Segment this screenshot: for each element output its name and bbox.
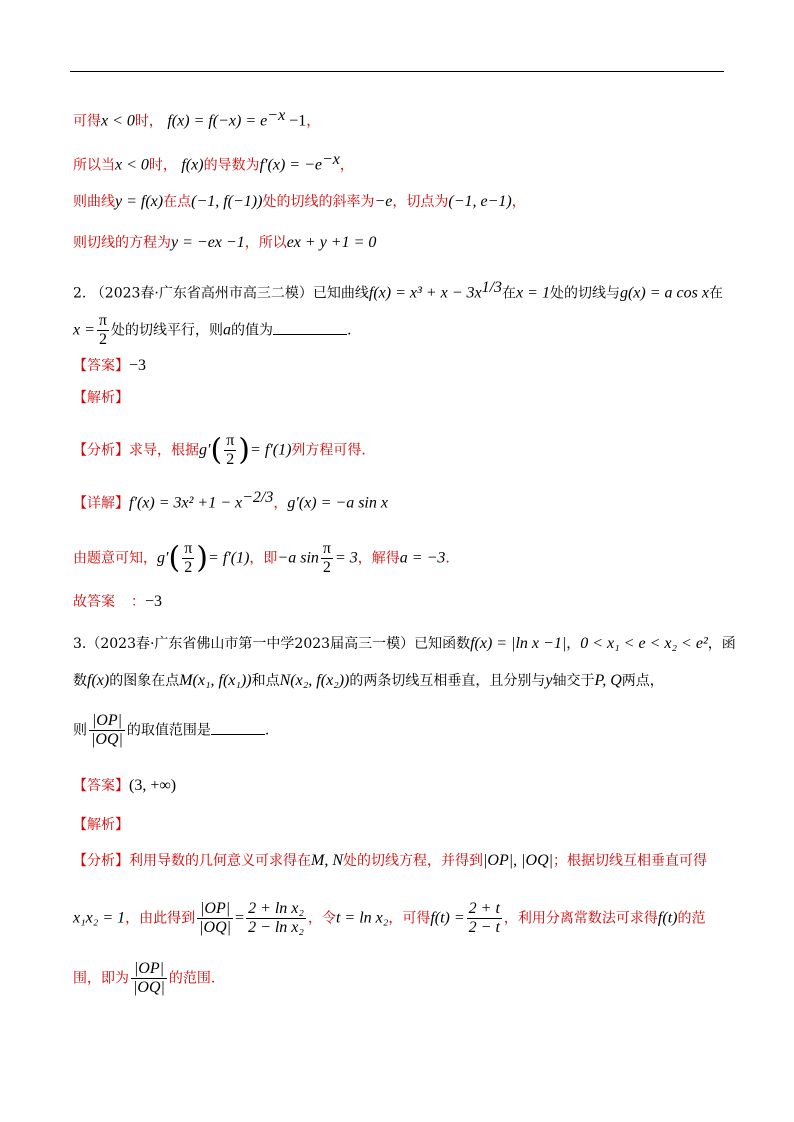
text: ，可得: [388, 910, 431, 927]
math: 0 < x₁ < e < x₂ < e²: [580, 635, 708, 652]
math: f(t): [657, 909, 678, 927]
text: 轴交于: [552, 673, 595, 689]
question-2-line-1: [73, 278, 723, 304]
text: ，: [511, 194, 526, 210]
math: x = 1: [516, 284, 550, 302]
question-3-line-2: [73, 671, 664, 691]
math: g(x) = a cos x: [619, 284, 709, 302]
answer-value: −3: [129, 357, 147, 374]
question-text: 3.（2023春·广东省佛山市第一中学2023届高三一模）已知函数: [73, 636, 471, 652]
solution-line-2: [73, 150, 354, 176]
text: ，解得: [357, 550, 400, 567]
text: 则曲线: [73, 194, 115, 210]
fraction-denominator: |OQ|: [91, 731, 123, 748]
text: ：: [131, 594, 145, 610]
math: M(x₁, f(x₁)): [179, 672, 252, 689]
text: 的取值范围是: [126, 722, 211, 739]
analysis-line-3b: [73, 900, 705, 937]
math: M, N: [311, 852, 343, 869]
text: ，: [566, 636, 581, 652]
text: 时，: [134, 113, 163, 130]
math: t = ln x₂: [335, 909, 389, 927]
text: ，所以: [244, 235, 287, 251]
text: ，函: [707, 636, 736, 652]
math: x < 0: [101, 112, 135, 130]
fraction-denominator: 2: [184, 559, 193, 576]
detail-line-2: [73, 488, 388, 514]
text: 列方程可得.: [291, 442, 366, 459]
text: 求导，根据: [129, 442, 199, 459]
solution-line-3: [73, 192, 526, 212]
math: ex + y +1 = 0: [286, 234, 377, 251]
solution-line-1: [73, 106, 320, 132]
section-label: 【分析】: [73, 442, 129, 459]
fraction-numerator: π: [226, 432, 235, 449]
fraction-numerator: |OP|: [89, 712, 125, 731]
math: (−1, e−1): [448, 193, 512, 210]
math: a: [222, 321, 231, 339]
solution-line-4: [73, 233, 376, 253]
text: 可得: [73, 113, 101, 130]
text: ，利用分离常数法可求得: [503, 910, 658, 927]
text: 的两条切线互相垂直，且分别与: [349, 673, 546, 689]
math: a = −3: [399, 549, 446, 567]
section-label: 【详解】: [73, 495, 129, 512]
fraction-denominator: |OQ|: [199, 919, 232, 936]
text: ，: [306, 113, 321, 130]
math: y = f(x): [115, 193, 164, 210]
analysis-line-2: 【分析】求导，根据g′( $\frac{\pi}{2}$ )= f′(1)列方程可得.: [73, 432, 366, 468]
math: |OP|, |OQ|: [483, 852, 554, 869]
text: 处的切线方程，并得到: [343, 853, 483, 869]
math: y: [545, 672, 553, 689]
text: 则: [73, 722, 87, 739]
fraction-denominator: 2: [226, 451, 235, 468]
math-sup: −x: [321, 151, 340, 168]
fraction-numerator: π: [322, 540, 331, 557]
math: g′(x) = −a sin x: [287, 494, 388, 512]
text: .: [445, 550, 450, 567]
math: =: [235, 909, 245, 927]
analysis-label-2: [73, 388, 129, 408]
text: 的范: [677, 910, 706, 927]
fraction: [321, 540, 333, 577]
question-3-line-1: [73, 634, 736, 654]
text: 和点: [251, 673, 280, 689]
text: 的范围.: [168, 970, 216, 987]
text: .: [264, 722, 270, 739]
fraction-denominator: 2: [322, 559, 331, 576]
text: 的导数为: [203, 157, 260, 174]
math: −1: [285, 112, 307, 130]
answer-value: −3: [145, 593, 163, 610]
math: −e: [374, 193, 393, 210]
math: = 3: [334, 549, 358, 567]
answer-line-3: [73, 776, 176, 796]
math: f(x): [181, 156, 204, 174]
fraction: [246, 900, 306, 937]
fraction-denominator: 2: [98, 331, 107, 348]
analysis-label-3: [73, 815, 129, 835]
text: 所以当: [73, 157, 115, 174]
analysis-line-3a: [73, 851, 707, 871]
answer-blank: [211, 720, 265, 735]
text: 由题意可知，: [73, 550, 157, 567]
math: −a sin: [277, 549, 319, 567]
text: ，即: [249, 550, 278, 567]
math: g′: [199, 441, 211, 459]
text: 故答案: [73, 594, 115, 610]
text: ，: [339, 157, 354, 174]
text: 在: [708, 285, 723, 302]
answer-label: 【答案】: [73, 778, 129, 794]
fraction-numerator: 2 + ln x₂: [248, 900, 304, 917]
math-sup: −x: [267, 107, 286, 124]
fraction-denominator: 2 − ln x₂: [248, 919, 304, 936]
text: 处的切线平行，则: [110, 322, 223, 339]
math: f(x) = x³ + x − 3x: [368, 284, 482, 302]
text: ，由此得到: [125, 910, 196, 927]
math: g′: [157, 549, 169, 567]
fraction: [131, 960, 167, 997]
math: = f′(1): [208, 549, 250, 567]
fraction: [182, 540, 194, 577]
text: 在: [502, 285, 517, 302]
text: 利用导数的几何意义可求得在: [129, 853, 311, 869]
text: 的值为: [230, 322, 273, 339]
fraction: [97, 312, 109, 349]
analysis-line-3c: [73, 960, 215, 997]
question-2-line-2: [73, 312, 351, 349]
math: x < 0: [115, 156, 149, 174]
text: 在点: [163, 194, 192, 210]
text: 时，: [148, 157, 177, 174]
answer-line-2: [73, 356, 146, 376]
math: x₁x₂ = 1: [73, 909, 126, 927]
question-text: 2. （2023春·广东省高州市高三二模）已知曲线: [73, 285, 369, 302]
math: (−1, f(−1)): [191, 193, 263, 210]
text: ，令: [307, 910, 336, 927]
fraction-numerator: |OP|: [131, 960, 167, 979]
text: 数: [73, 673, 87, 689]
analysis-label: 【解析】: [73, 390, 129, 406]
answer-label: 【答案】: [73, 358, 129, 374]
fraction-numerator: |OP|: [197, 900, 233, 919]
analysis-label: 【解析】: [73, 817, 129, 833]
text: 处的切线与: [549, 285, 620, 302]
fraction: [197, 900, 233, 937]
math-sup: −2/3: [242, 489, 274, 506]
header-rule: [70, 71, 724, 72]
math: f(x) = |ln x −1|: [470, 635, 567, 652]
fraction-denominator: |OQ|: [133, 979, 165, 996]
fraction-numerator: π: [184, 540, 193, 557]
text: 处的切线的斜率为: [262, 194, 375, 210]
math: f(x): [87, 672, 110, 689]
answer-blank: [273, 320, 347, 335]
fraction: [224, 432, 236, 469]
fraction-numerator: π: [98, 312, 107, 329]
math: = f′(1): [250, 441, 292, 459]
math: x =: [73, 321, 95, 339]
final-answer-line-2: [73, 592, 162, 612]
text: ，切点为: [392, 194, 449, 210]
derivation-line-2: 由题意可知，g′( $\frac{\pi}{2}$ )= f′(1)，即−a sin $\frac{\pi}{2}$ = 3，解得a = −3.: [73, 540, 450, 576]
math: y = −ex −1: [171, 234, 245, 251]
text: ；根据切线互相垂直可得: [553, 853, 708, 869]
math: f(x) = f(−x) = e: [167, 112, 268, 130]
fraction-numerator: 2 + t: [468, 900, 500, 917]
question-3-line-3: [73, 712, 269, 749]
text: 的图象在点: [109, 673, 180, 689]
fraction-denominator: 2 − t: [468, 919, 500, 936]
math: f(t) =: [430, 909, 465, 927]
section-label: 【分析】: [73, 853, 129, 869]
answer-value: (3, +∞): [129, 777, 177, 794]
text: ，: [273, 495, 288, 512]
math-sup: 1/3: [481, 279, 503, 296]
text: 两点，: [621, 673, 664, 689]
text: 则切线的方程为: [73, 235, 171, 251]
fraction: [89, 712, 125, 749]
text: 围，即为: [73, 970, 129, 987]
math: f′(x) = 3x² +1 − x: [129, 494, 243, 512]
fraction: [467, 900, 502, 937]
math: N(x₂, f(x₂)): [279, 672, 350, 689]
math: P, Q: [594, 672, 622, 689]
math: f′(x) = −e: [259, 156, 322, 174]
text: .: [346, 322, 352, 339]
